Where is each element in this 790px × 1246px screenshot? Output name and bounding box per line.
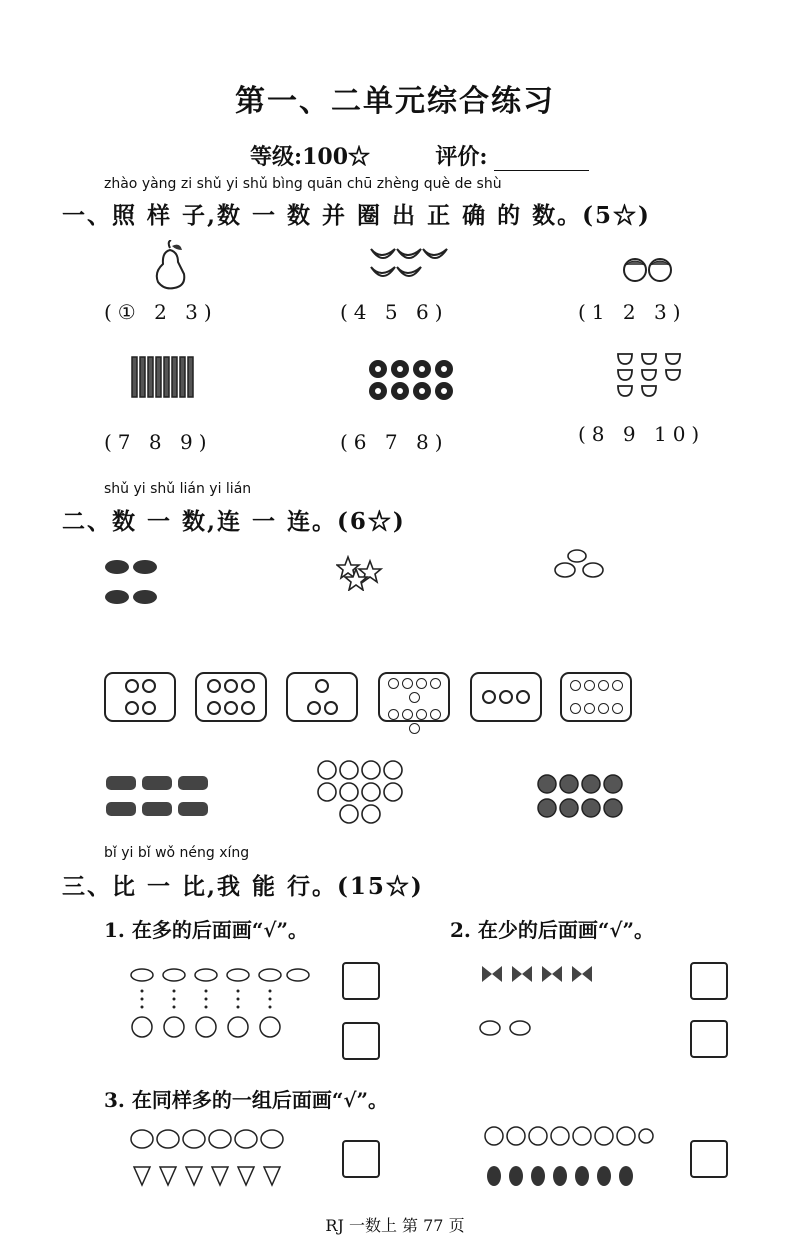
flowers-icon [366,357,456,403]
dot [416,678,427,689]
dot [142,679,156,693]
section2-pinyin: shǔ yi shǔ lián yi lián [104,481,252,497]
eval-label: 评价: [435,144,488,170]
dot [241,679,255,693]
section1-pinyin: zhào yàng zi shǔ yi shǔ bìng quān chū zhèng què de shù [104,176,502,192]
peaches-group-icon [313,758,409,828]
crabs-icon [547,546,613,586]
dot [430,678,441,689]
grade-line [250,140,589,171]
dot-box-3b[interactable] [470,672,542,722]
cars-icon [104,770,214,822]
page-footer: RJ 一数上 第 77 页 [325,1216,465,1235]
leaves-lotus-icon [130,965,310,1039]
dot-box-6[interactable] [195,672,267,722]
pencils-icon [130,355,200,405]
bananas-icon [367,243,449,285]
answer-box-2b[interactable] [690,1020,728,1058]
dot [516,690,530,704]
answer-box-2a[interactable] [690,962,728,1000]
grade-label: 等级:100☆ [250,144,371,170]
dot [430,709,441,720]
dot-box-3[interactable] [286,672,358,722]
choice-3[interactable]: (1 2 3) [578,300,687,324]
dot [499,690,513,704]
apples-pineapples-icon [484,1122,654,1192]
answer-box-3a[interactable] [342,1140,380,1178]
dot [409,692,420,703]
pumpkins-carrots-icon [130,1125,290,1189]
pear-icon [150,240,190,290]
dot [598,680,609,691]
dot-box-4[interactable] [104,672,176,722]
cups-icon [612,350,692,402]
dot [324,701,338,715]
choice-6[interactable]: (8 9 10) [578,422,706,446]
section2-heading: 二、数 一 数,连 一 连。(6☆) [62,508,406,535]
dot [612,703,623,714]
question-3: 3. 在同样多的一组后面画“√”。 [104,1088,388,1112]
choice-5[interactable]: (6 7 8) [340,430,449,454]
dot [142,701,156,715]
section3-heading: 三、比 一 比,我 能 行。(15☆) [62,873,424,900]
dot [224,679,238,693]
dot [307,701,321,715]
dot [402,709,413,720]
dot [598,703,609,714]
question-2: 2. 在少的后面画“√”。 [450,918,654,942]
dot [416,709,427,720]
dot [125,679,139,693]
starfish-icon [336,555,386,591]
dot [570,680,581,691]
dot [207,679,221,693]
answer-box-3b[interactable] [690,1140,728,1178]
dot-box-8[interactable] [560,672,632,722]
dot [241,701,255,715]
dot [584,680,595,691]
answer-box-1b[interactable] [342,1022,380,1060]
dot [125,701,139,715]
peaches-icon [622,255,674,283]
question-1: 1. 在多的后面画“√”。 [104,918,308,942]
dot [315,679,329,693]
choice-4[interactable]: (7 8 9) [104,430,213,454]
dolphins-icon [103,553,161,613]
dot-box-row [104,672,704,722]
dot [388,678,399,689]
eval-blank[interactable] [494,152,589,171]
butterflies-bees-icon [476,962,596,1042]
choice-2[interactable]: (4 5 6) [340,300,449,324]
dot [224,701,238,715]
dot-box-10[interactable] [378,672,450,722]
section1-heading: 一、照 样 子,数 一 数 并 圈 出 正 确 的 数。(5☆) [62,202,651,229]
section3-pinyin: bǐ yi bǐ wǒ néng xíng [104,845,250,861]
balls-icon [536,772,626,824]
dot [409,723,420,734]
page-title: 第一、二单元综合练习 [235,84,555,119]
dot [570,703,581,714]
dot [584,703,595,714]
answer-box-1a[interactable] [342,962,380,1000]
dot [612,680,623,691]
dot [388,709,399,720]
choice-1[interactable]: (① 2 3) [104,300,218,324]
dot [207,701,221,715]
dot [482,690,496,704]
dot [402,678,413,689]
